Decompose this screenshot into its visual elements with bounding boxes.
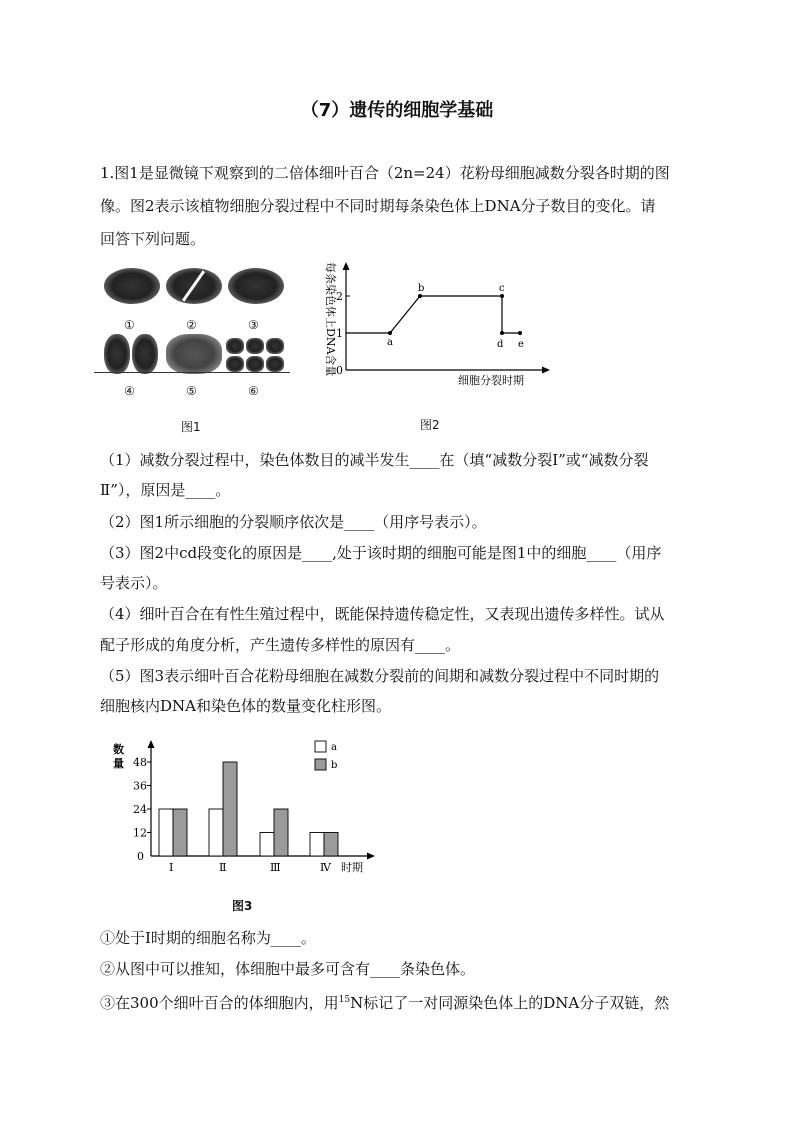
micrograph-label-5: ⑤: [186, 384, 197, 398]
fig3-bar-b-1: [173, 809, 187, 856]
fig2-y-arrow: [343, 262, 350, 270]
intro-line-3: 回答下列问题。: [100, 230, 206, 248]
fig3-bar-a-1: [159, 809, 173, 856]
micrograph-label-6: ⑥: [248, 384, 259, 398]
fig2-ytick-label-0: 0: [336, 364, 343, 377]
fig2-point-c: [500, 294, 504, 298]
fig2-x-arrow: [542, 367, 550, 374]
q5-line-cont: 细胞核内DNA和染色体的数量变化柱形图。: [100, 697, 391, 715]
fig3-ytick-label-4: 48: [133, 756, 147, 769]
micrograph-label-1: ①: [124, 318, 135, 332]
bottom-line-2: ②从图中可以推知，体细胞中最多可含有____条染色体。: [100, 960, 476, 978]
fig3-bar-a-2: [209, 809, 223, 856]
fig3-bar-b-2: [223, 762, 237, 856]
micrograph-1: [102, 268, 162, 308]
q1-line-cont: Ⅱ”），原因是____。: [100, 481, 231, 499]
fig2-point-label-d: d: [497, 339, 504, 350]
q1-line: （1）减数分裂过程中，染色体数目的减半发生____在（填“减数分裂Ⅰ”或“减数分裂: [100, 451, 649, 469]
fig3-ylabel-char-1: 数: [113, 743, 124, 756]
fig2-ytick-label-2: 2: [336, 290, 343, 303]
page-title: （7）遗传的细胞学基础: [300, 100, 494, 121]
fig3-bar-b-3: [274, 809, 288, 856]
intro-line-2: 像。图2表示该植物细胞分裂过程中不同时期每条染色体上DNA分子数目的变化。请: [100, 197, 656, 215]
fig2-point-e: [518, 331, 522, 335]
q5-line: （5）图3表示细叶百合花粉母细胞在减数分裂前的间期和减数分裂过程中不同时期的: [100, 667, 660, 685]
fig3-category-label-4: Ⅳ: [320, 861, 331, 874]
micrograph-label-3: ③: [248, 318, 259, 332]
fig3-ytick-label-1: 12: [133, 826, 147, 840]
fig2-point-b: [418, 294, 422, 298]
fig3-y-arrow: [148, 740, 155, 748]
q3-line-cont: 号表示）。: [100, 574, 168, 592]
micrograph-6: [226, 334, 286, 374]
micrograph-label-4: ④: [124, 384, 135, 398]
q4-line: （4）细叶百合在有性生殖过程中，既能保持遗传稳定性，又表现出遗传多样性。试从: [100, 605, 665, 623]
figure-1-micrographs: [100, 268, 290, 408]
figure-1-caption: 图1: [181, 420, 201, 434]
micrograph-4: [102, 334, 162, 374]
fig2-point-a: [388, 331, 392, 335]
fig3-ytick-label-0: 0: [137, 850, 144, 863]
fig2-point-label-e: e: [518, 339, 524, 350]
q4-line-cont: 配子形成的角度分析，产生遗传多样性的原因有____。: [100, 636, 461, 654]
bottom-line-1: ①处于Ⅰ时期的细胞名称为____。: [100, 929, 316, 947]
fig3-category-label-2: Ⅱ: [219, 861, 227, 874]
fig2-point-label-b: b: [418, 283, 425, 294]
figure-3-caption: 图3: [232, 899, 253, 913]
fig3-legend-swatch-b: [315, 759, 326, 770]
fig3-category-label-1: Ⅰ: [169, 861, 174, 874]
fig2-point-d: [500, 331, 504, 335]
micrograph-label-2: ②: [186, 318, 197, 332]
micrograph-3: [226, 268, 286, 308]
fig3-ylabel-char-2: 量: [113, 757, 124, 770]
bottom-line-3: ③在300个细叶百合的体细胞内，用$^{15}$N标记了一对同源染色体上的DNA分子双链，然: [100, 994, 670, 1012]
fig3-legend-label-a: a: [331, 742, 337, 753]
fig2-point-label-c: c: [499, 283, 505, 294]
figure-3-chart: [105, 735, 385, 880]
q3-line: （3）图2中cd段变化的原因是____,处于该时期的细胞可能是图1中的细胞____（用序: [100, 544, 662, 562]
fig2-point-label-a: a: [387, 337, 393, 348]
fig3-xlabel: 时期: [341, 861, 363, 874]
fig3-legend-label-b: b: [331, 760, 338, 771]
fig2-segment-1: [390, 296, 420, 333]
fig3-ytick-label-2: 24: [133, 803, 147, 816]
fig3-bar-b-4: [324, 833, 338, 857]
figure-2-chart: [310, 258, 550, 398]
fig3-bar-a-3: [260, 833, 274, 857]
fig2-ylabel: 每条染色体上DNA含量: [324, 262, 337, 377]
q2-line: （2）图1所示细胞的分裂顺序依次是____（用序号表示）。: [100, 513, 487, 531]
micrograph-5: [164, 334, 224, 374]
fig3-category-label-3: Ⅲ: [270, 861, 281, 874]
figure-2-caption: 图2: [420, 418, 440, 432]
intro-line-1: 1.图1是显微镜下观察到的二倍体细叶百合（2n=24）花粉母细胞减数分裂各时期的图: [100, 164, 670, 182]
fig3-x-arrow: [367, 853, 375, 860]
micrograph-2: [164, 268, 224, 308]
fig3-legend-swatch-a: [315, 741, 326, 752]
fig3-bar-a-4: [310, 833, 324, 857]
fig2-xlabel: 细胞分裂时期: [458, 374, 524, 387]
fig3-ytick-label-3: 36: [133, 779, 147, 793]
fig2-ytick-label-1: 1: [336, 327, 343, 340]
